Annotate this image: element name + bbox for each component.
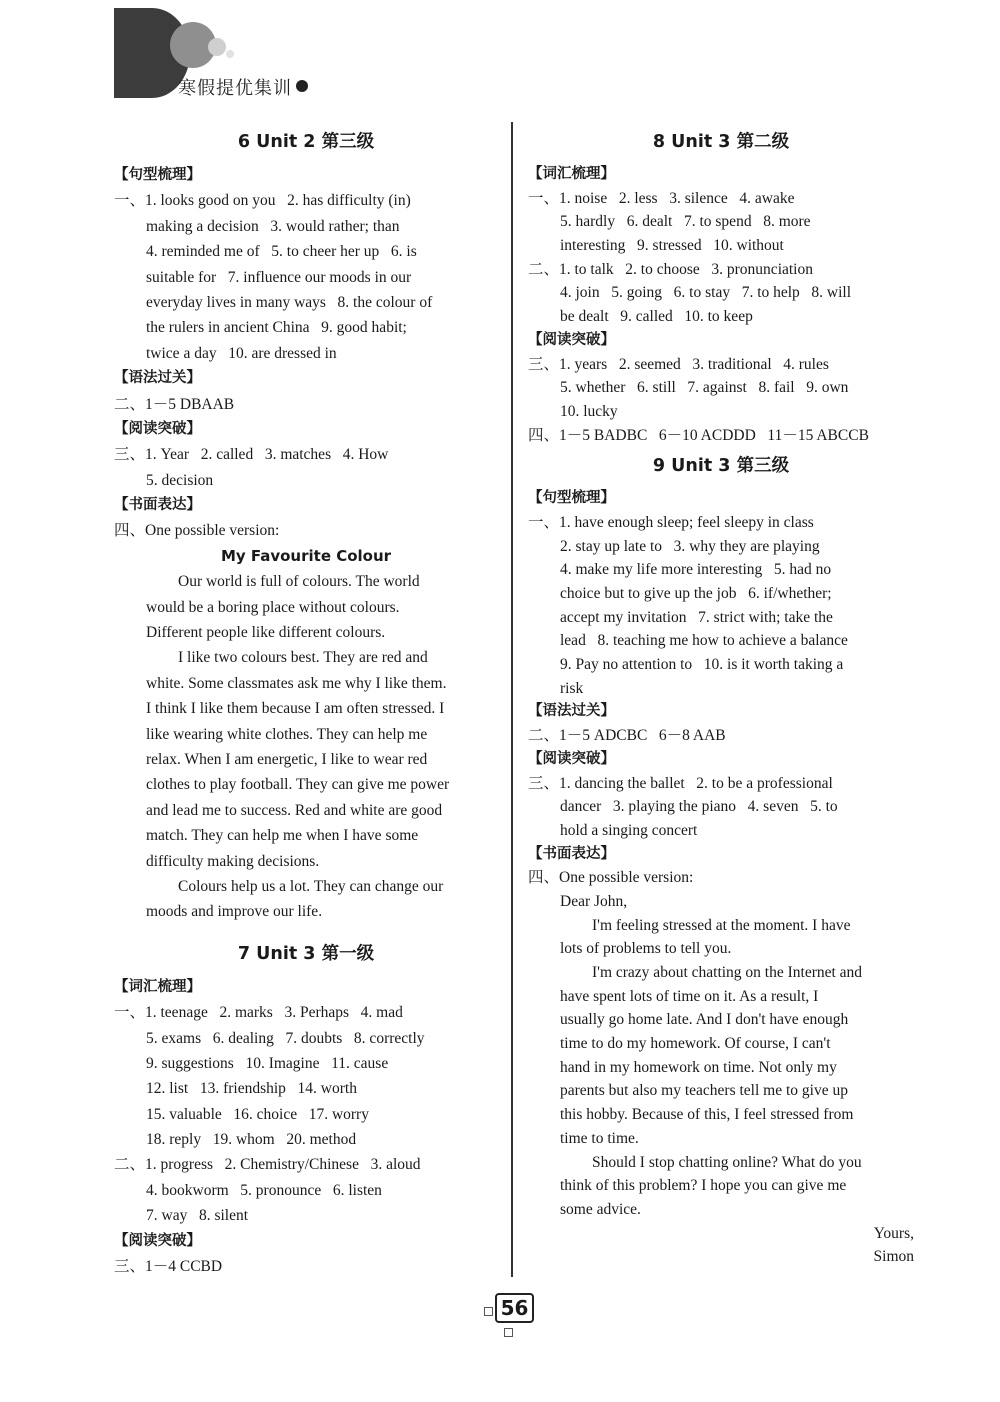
answer-line: 一、1. teenage 2. marks 3. Perhaps 4. mad	[114, 1004, 403, 1022]
subsection-heading: 【句型梳理】	[528, 490, 615, 507]
essay-line: Our world is full of colours. The world	[178, 573, 420, 591]
letter-line: some advice.	[560, 1200, 641, 1218]
answer-line: 三、1. dancing the ballet 2. to be a professional	[528, 774, 833, 792]
letter-line: think of this problem? I hope you can give me	[560, 1177, 847, 1195]
letter-signature: Simon	[873, 1248, 914, 1266]
letter-line: Should I stop chatting online? What do you	[592, 1153, 862, 1171]
letter-line: usually go home late. And I don't have enough	[560, 1011, 849, 1029]
answer-line: making a decision 3. would rather; than	[146, 217, 400, 235]
letter-line: time to do my homework. Of course, I can't	[560, 1035, 831, 1053]
letter-line: have spent lots of time on it. As a result, I	[560, 987, 819, 1005]
section-title: 9 Unit 3 第三级	[652, 456, 790, 477]
section-title: 6 Unit 2 第三级	[237, 132, 375, 152]
letter-line: parents but also my teachers tell me to give up	[560, 1082, 848, 1100]
subsection-heading: 【阅读突破】	[114, 420, 201, 437]
letter-line: time to time.	[560, 1129, 639, 1147]
answer-line: 四、One possible version:	[114, 522, 280, 540]
header-title: 寒假提优集训	[178, 78, 292, 99]
subsection-heading: 【句型梳理】	[114, 167, 201, 183]
answer-line: 二、1－5 DBAAB	[114, 395, 235, 413]
answer-line: 12. list 13. friendship 14. worth	[146, 1080, 357, 1098]
answer-line: 二、1. progress 2. Chemistry/Chinese 3. aloud	[114, 1156, 421, 1174]
answer-line: 一、1. have enough sleep; feel sleepy in class	[528, 513, 814, 531]
answer-line: risk	[560, 679, 584, 697]
square-decor-icon	[504, 1328, 513, 1337]
letter-line: lots of problems to tell you.	[560, 940, 732, 958]
column-divider	[511, 122, 513, 1277]
answer-line: 7. way 8. silent	[146, 1207, 249, 1225]
page-number-value: 56	[495, 1293, 535, 1323]
answer-line: 三、1. years 2. seemed 3. traditional 4. rules	[528, 355, 829, 373]
answer-line: 4. reminded me of 5. to cheer her up 6. is	[146, 243, 417, 261]
answer-line: 4. join 5. going 6. to stay 7. to help 8. will	[560, 284, 852, 302]
section-title: 8 Unit 3 第二级	[652, 132, 790, 152]
subsection-heading: 【阅读突破】	[114, 1232, 201, 1249]
answer-line: 2. stay up late to 3. why they are playing	[560, 537, 820, 555]
decor-circle-small	[208, 38, 226, 56]
answer-line: 9. suggestions 10. Imagine 11. cause	[146, 1054, 389, 1072]
essay-line: and lead me to success. Red and white are good	[146, 801, 443, 819]
answer-line: choice but to give up the job 6. if/whether;	[560, 585, 832, 602]
decor-circle-tiny	[226, 50, 234, 58]
subsection-heading: 【书面表达】	[528, 845, 615, 862]
essay-line: white. Some classmates ask me why I like them.	[146, 674, 447, 692]
answer-line: 4. make my life more interesting 5. had no	[560, 561, 832, 579]
section-title: 7 Unit 3 第一级	[237, 943, 375, 964]
answer-line: twice a day 10. are dressed in	[146, 344, 337, 362]
letter-line: this hobby. Because of this, I feel stressed from	[560, 1106, 854, 1124]
letter-line: I'm feeling stressed at the moment. I have	[592, 916, 851, 934]
answer-line: 18. reply 19. whom 20. method	[146, 1131, 357, 1149]
essay-title: My Favourite Colour	[220, 546, 392, 565]
answer-line: lead 8. teaching me how to achieve a balance	[560, 632, 848, 650]
essay-line: Different people like different colours.	[146, 624, 386, 642]
answer-line: 10. lucky	[560, 402, 618, 420]
answer-line: 5. exams 6. dealing 7. doubts 8. correctly	[146, 1029, 425, 1047]
header-decoration	[110, 8, 350, 103]
essay-line: would be a boring place without colours.	[146, 598, 400, 616]
square-decor-icon	[484, 1307, 493, 1316]
answer-line: 5. decision	[146, 471, 214, 489]
letter-closing: Yours,	[873, 1224, 914, 1242]
subsection-heading: 【书面表达】	[114, 497, 201, 514]
answer-line: 四、One possible version:	[528, 869, 694, 887]
essay-line: I think I like them because I am often stressed. I	[146, 700, 445, 718]
answer-line: 二、1. to talk 2. to choose 3. pronunciation	[528, 260, 813, 278]
left-column	[114, 125, 498, 1279]
header-dot	[296, 80, 308, 92]
answer-line: 四、1－5 BADBC 6－10 ACDDD 11－15 ABCCB	[528, 426, 869, 444]
right-column	[528, 125, 914, 1269]
answer-line: everyday lives in many ways 8. the colour of	[146, 293, 433, 311]
answer-line: the rulers in ancient China 9. good habit;	[146, 319, 407, 337]
answer-line: interesting 9. stressed 10. without	[560, 237, 784, 255]
answer-line: 9. Pay no attention to 10. is it worth taking a	[560, 656, 844, 674]
essay-line: Colours help us a lot. They can change our	[178, 877, 444, 895]
answer-line: suitable for 7. influence our moods in our	[146, 268, 412, 286]
answer-line: 三、1. Year 2. called 3. matches 4. How	[114, 446, 389, 464]
essay-line: match. They can help me when I have some	[146, 827, 419, 845]
answer-line: 三、1－4 CCBD	[114, 1258, 223, 1276]
page-number	[478, 1293, 538, 1329]
answer-line: 5. hardly 6. dealt 7. to spend 8. more	[560, 213, 811, 231]
answer-line: hold a singing concert	[560, 821, 698, 839]
subsection-heading: 【阅读突破】	[528, 331, 615, 348]
answer-line: dancer 3. playing the piano 4. seven 5. to	[560, 798, 838, 816]
subsection-heading: 【语法过关】	[528, 703, 615, 720]
essay-line: moods and improve our life.	[146, 903, 323, 921]
answer-line: 一、1. noise 2. less 3. silence 4. awake	[528, 189, 795, 207]
answer-line: 一、1. looks good on you 2. has difficulty (in)	[114, 192, 411, 210]
answer-line: 4. bookworm 5. pronounce 6. listen	[146, 1181, 382, 1199]
subsection-heading: 【阅读突破】	[528, 750, 615, 767]
essay-line: I like two colours best. They are red and	[178, 649, 428, 667]
answer-line: 15. valuable 16. choice 17. worry	[146, 1105, 369, 1123]
answer-line: accept my invitation 7. strict with; take the	[560, 608, 833, 626]
letter-salutation: Dear John,	[560, 892, 628, 910]
answer-line: 5. whether 6. still 7. against 8. fail 9. own	[560, 379, 849, 397]
letter-line: hand in my homework on time. Not only my	[560, 1058, 837, 1076]
subsection-heading: 【词汇梳理】	[114, 978, 201, 995]
answer-line: be dealt 9. called 10. to keep	[560, 308, 753, 326]
answer-line: 二、1－5 ADCBC 6－8 AAB	[528, 727, 726, 745]
essay-line: relax. When I am energetic, I like to wear red	[146, 750, 428, 768]
essay-line: difficulty making decisions.	[146, 852, 320, 870]
letter-line: I'm crazy about chatting on the Internet and	[592, 964, 863, 981]
essay-line: clothes to play football. They can give me power	[146, 776, 450, 794]
subsection-heading: 【词汇梳理】	[528, 166, 615, 182]
essay-line: like wearing white clothes. They can help me	[146, 725, 428, 743]
subsection-heading: 【语法过关】	[114, 370, 201, 387]
